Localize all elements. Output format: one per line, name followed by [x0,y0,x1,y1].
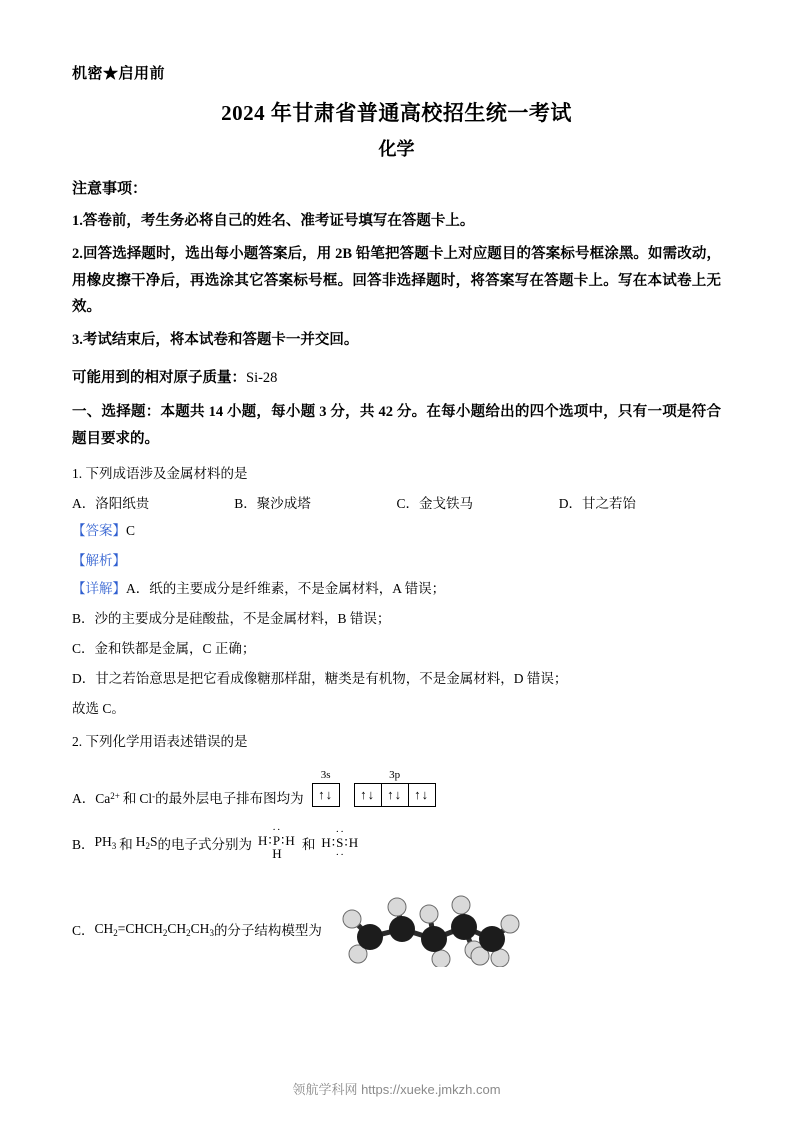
question-1-option-a[interactable]: A．洛阳纸贵 [72,496,150,512]
question-1-option-b[interactable]: B．聚沙成塔 [234,496,311,512]
option-c-text: 的分子结构模型为 [213,923,322,939]
orbital-arrows: ↑↓ [387,786,403,802]
orbital-label-3s: 3s [320,768,331,781]
option-a-species-1: $Ca^{2+}$ [95,790,120,806]
option-a-species-2: Cl- [139,790,156,806]
question-1-answer [72,520,721,542]
lewis-dots-top: ·· [335,826,345,839]
orbital-cell [355,784,382,806]
lewis-dots-top: ·· [272,823,282,836]
option-a-prefix: A． [72,790,96,806]
relative-mass-label: 可能用到的相对原子质量： [72,370,246,387]
orbital-label-3p: 3p [389,768,401,781]
orbital-group-3p [354,769,436,807]
question-1-stem: 1. 下列成语涉及金属材料的是 [72,465,248,481]
subject-title: 化学 [378,139,415,159]
question-2-option-a[interactable] [72,769,721,807]
question-1-option-c[interactable]: C．金戈铁马 [396,496,474,512]
notice-item-2: 2.回答选择题时，选出每小题答案后，用 2B 铅笔把答题卡上对应题目的答案标号框涂黑。如需改动，用橡皮擦干净后，再选涂其它答案标号框。回答非选择题时，将答案写在答题卡上。写在本试卷上无效。 [72,245,721,316]
orbital-arrows: ↑↓ [360,786,376,802]
orbital-cell [313,784,339,806]
question-1-detail-5: 故选 C。 [72,701,125,717]
footer-watermark: 领航学科网 https://xueke.jmkzh.com [292,1082,501,1097]
option-a-conj: 和 [122,790,137,806]
question-1-analysis [72,550,721,572]
molecule-ball-stick-model [332,887,522,971]
lewis-middle: H∶P∶H [258,832,296,848]
option-b-text: 的电子式分别为 [157,836,253,852]
orbital-arrows: ↑↓ [414,786,430,802]
question-1-detail-4: D．甘之若饴意思是把它看成像糖那样甜，糖类是有机物，不是金属材料，D 错误； [72,671,568,687]
option-b-prefix: B． [72,836,95,852]
question-2-option-c[interactable] [72,887,721,971]
question-1-detail-2: B．沙的主要成分是硅酸盐，不是金属材料，B 错误； [72,611,391,627]
answer-tag: 【答案】 [72,523,126,539]
question-2-option-b[interactable] [72,825,721,861]
question-1-options [72,492,721,512]
orbital-cell [409,784,435,806]
orbital-cell [382,784,409,806]
orbital-arrows: ↑↓ [318,786,334,802]
section-heading: 一、选择题：本题共 14 小题，每小题 3 分，共 42 分。在每小题给出的四个选项中，只有一项是符合题目要求的。 [72,404,721,447]
lewis-conj: 和 [301,836,316,852]
orbital-group-3s [312,769,340,807]
relative-mass-value: Si-28 [246,370,278,387]
question-1-detail-1 [72,578,721,601]
secret-label: 机密★启用前 [72,66,166,82]
lewis-structure-ph3 [258,825,296,861]
page-title: 2024 年甘肃省普通高校招生统一考试 [221,101,572,125]
answer-value: C [126,523,136,539]
option-b-conj: 和 [119,836,133,852]
lewis-dots-bottom: ·· [335,848,345,861]
option-b-formula-2: $H_2S$ [135,834,158,852]
notice-item-1: 1.答卷前，考生务必将自己的姓名、准考证号填写在答题卡上。 [72,213,475,229]
option-a-text: 的最外层电子排布图均为 [155,790,304,806]
lewis-bottom: H [272,846,282,862]
question-2-stem: 2. 下列化学用语表述错误的是 [72,734,248,750]
option-c-prefix: C． [72,923,95,939]
notice-item-3: 3.考试结束后，将本试卷和答题卡一并交回。 [72,332,359,349]
lewis-structure-h2s [321,827,359,859]
analysis-tag: 【解析】 [72,552,126,568]
question-1-option-d[interactable]: D．甘之若饴 [558,496,636,512]
option-b-formula-1: $PH_3$ [94,834,117,852]
relative-atomic-mass [72,366,721,387]
question-1-detail-3: C．金和铁都是金属，C 正确； [72,641,256,657]
orbital-diagram [312,769,450,807]
detail-text-1: A．纸的主要成分是纤维素，不是金属材料，A 错误； [126,581,446,597]
orbital-boxes-3s [312,783,340,807]
detail-tag: 【详解】 [72,581,126,597]
option-c-formula: $CH_2=CHCH_2CH_2CH_3$ [94,920,214,938]
lewis-middle: H∶S∶H [321,835,360,851]
orbital-boxes-3p [354,783,436,807]
notice-heading: 注意事项： [72,181,148,197]
